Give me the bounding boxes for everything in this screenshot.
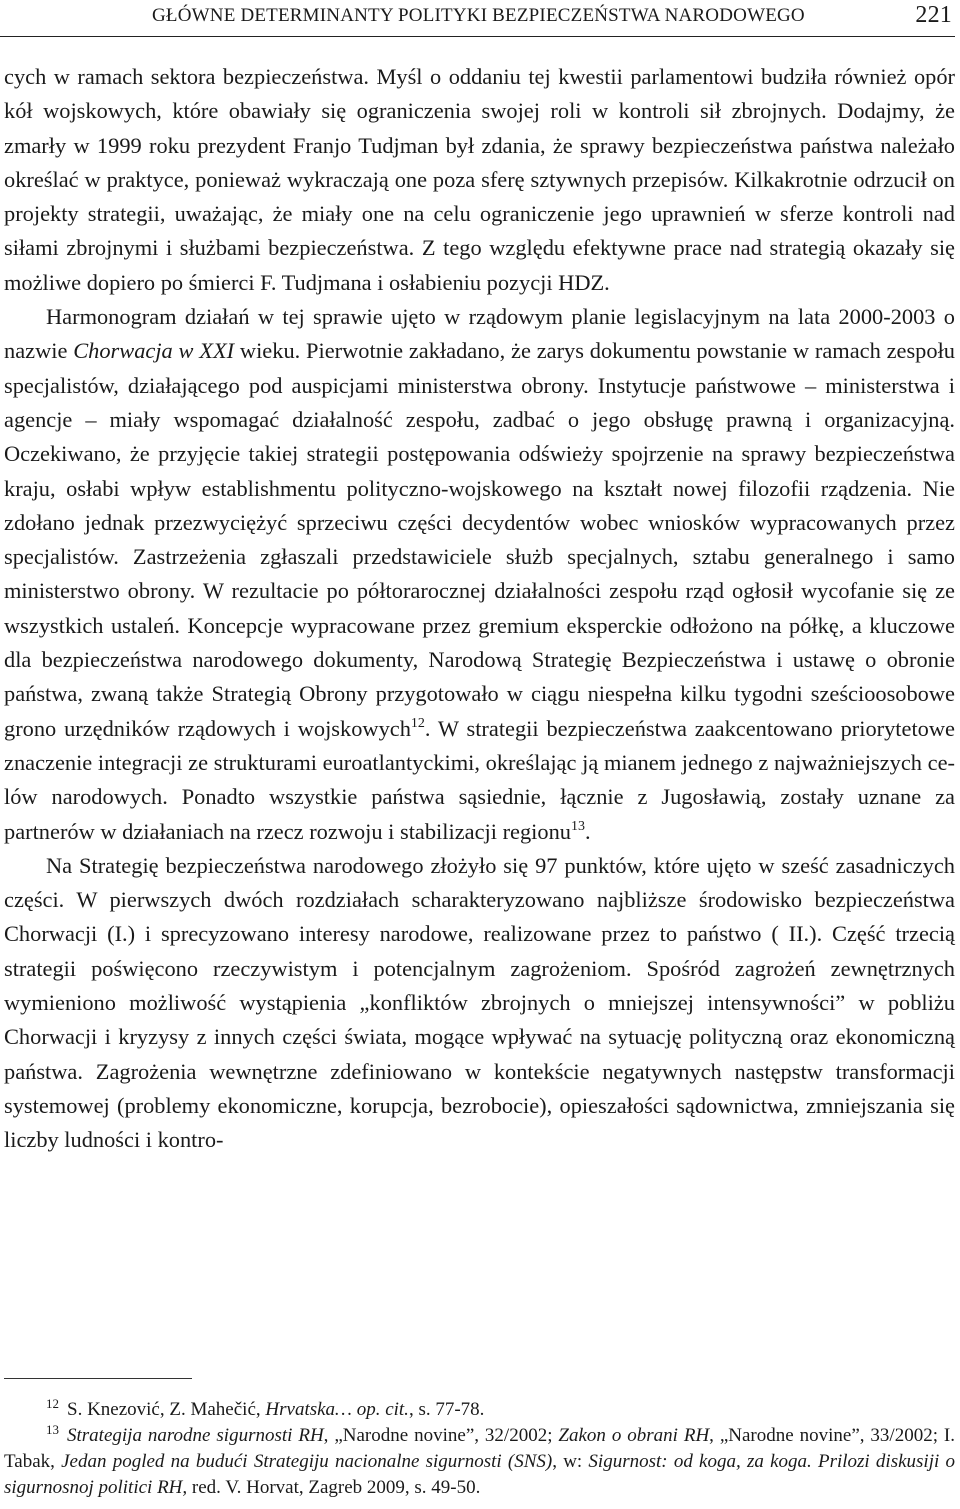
paragraph-2 — [4, 300, 955, 849]
footnote-12 — [4, 1397, 955, 1423]
footnote-ref-13[interactable]: 13 — [570, 818, 585, 834]
footnote-rule — [4, 1378, 192, 1379]
paragraph-2-text-b: wieku. Pierwotnie zakładano, że zarys dokumentu powstanie w ramach zespołu specjalistów, działającego pod auspicjami ministerstwa obrony. Instytucje państwowe – ministerstwa i agencje – miały wspomagać działalność zespołu, zadbać o jego obsługę prawną i organizacyjną. Oczekiwano, że przyjęcie takiej strategii postępowania odświeży spojrzenie na sprawy bezpieczeństwa kraju, osłabi wpływ establishmentu polityczno-wojskowego na kształt nowej filozofii rządzenia. Nie zdołano jednak przezwyciężyć sprzeciwu części decydentów wobec wniosków wypracowanych przez specjalistów. Zastrzeżenia zgłaszali przedstawiciele służb specjalnych, sztabu generalnego i samo ministerstwo obrony. W rezultacie po półtorarocznej działalności zespołu rząd ogłosił wycofanie się ze wszystkich ustaleń. Koncepcje wypracowane przez gremium eksperckie odłożono na półkę, a kluczowe dla bezpieczeństwa narodowego dokumenty, Narodową Strategię Bezpieczeństwa i ustawę o obronie państwa, zwaną także Strategią Obrony przygotowało w ciągu niespełna kilku tygodni sześcioosobowe grono urzędników rządowych i wojskowych — [4, 338, 955, 741]
footnotes — [4, 1397, 955, 1501]
footnote-12-italic: Hrvatska… op. cit. — [265, 1399, 409, 1420]
header-rule — [0, 36, 955, 37]
footnote-13-text-a: , „Narodne novine”, 32/2002; — [323, 1425, 559, 1446]
footnote-number-12: 12 — [46, 1396, 59, 1411]
paragraph-2-text-a: Harmonogram działań w tej sprawie ujęto w rządowym planie legislacyjnym na lata 2000-2003 o nazwie — [4, 304, 955, 364]
footnote-13-italic-a: Strategija narodne sigurnosti RH — [67, 1425, 324, 1446]
footnote-13-italic-b: Zakon o obrani RH — [558, 1425, 710, 1446]
page-number: 221 — [915, 2, 952, 28]
paragraph-2-title-italic: Chorwacja w XXI — [73, 338, 235, 364]
footnote-12-text-a: S. Knezović, Z. Mahečić, — [67, 1399, 266, 1420]
running-title: GŁÓWNE DETERMINANTY POLITYKI BEZPIECZEŃSTWA NARODOWEGO — [152, 5, 805, 26]
paragraph-2-text-c: . W strategii bezpieczeństwa zaakcentowano priorytetowe znaczenie integracji ze strukturami euroatlantyckimi, określając ją mianem jednego z najważniejszych celów narodowych. Ponadto wszystkie państwa sąsiednie, łącznie z Jugosławią, zostały uznane za partnerów w działaniach na rzecz rozwoju i stabilizacji regionu — [4, 715, 955, 844]
running-header — [0, 0, 955, 36]
footnote-number-13: 13 — [46, 1422, 59, 1437]
paragraph-3 — [4, 849, 955, 1158]
paragraph-2-text-d: . — [584, 818, 591, 844]
paragraph-1 — [4, 60, 955, 300]
main-text — [4, 60, 955, 1158]
paragraph-3-text: Na Strategię bezpieczeństwa narodowego złożyło się 97 punktów, które ujęto w sześć zasadniczych części. W pierwszych dwóch rozdziałach scharakteryzowano najbliższe środowisko bezpieczeństwa Chorwacji (I.) i sprecyzowano interesy narodowe, realizowane przez to państwo ( II.). Część trzecią strategii poświęcono rzeczywistym i potencjalnym zagrożeniom. Spośród zagrożeń zewnętrznych wymieniono możliwość wystąpienia „konfliktów zbrojnych o mniejszej intensywności” w pobliżu Chorwacji i kryzysy z innych części świata, mogące wpływać na sytuację polityczną oraz ekonomiczną państwa. Zagrożenia wewnętrzne zdefiniowano w kontekście negatywnych następstw transformacji systemowej (problemy ekonomiczne, korupcja, bezrobocie), opieszałości sądownictwa, zmniejszania się liczby ludności i kontro- — [4, 852, 955, 1153]
footnote-13-italic-d: Sigurnost: od koga, za koga. Prilozi diskusiji o sigurnosnoj politici RH, — [4, 1451, 955, 1498]
footnote-13-text-c: , w: — [552, 1451, 589, 1472]
footnote-ref-12[interactable]: 12 — [410, 715, 425, 731]
footnote-12-text-b: , s. 77-78. — [408, 1399, 485, 1420]
footnote-13-text-b: , „Narodne novine”, 33/2002; I. Tabak, — [4, 1425, 955, 1472]
footnote-13 — [4, 1423, 955, 1501]
footnote-13-text-d: red. V. Horvat, Zagreb 2009, s. 49-50. — [187, 1477, 481, 1498]
footnote-13-italic-c: Jedan pogled na budući Strategiju nacionalne sigurnosti (SNS) — [61, 1451, 553, 1472]
paragraph-1-text: cych w ramach sektora bezpieczeństwa. Myśl o oddaniu tej kwestii parlamentowi budziła również opór kół wojskowych, które obawiały się ograniczenia swojej roli w kontroli sił zbrojnych. Dodajmy, że zmarły w 1999 roku prezydent Franjo Tudjman był zdania, że sprawy bezpieczeństwa państwa należało określać w praktyce, ponieważ wykraczają one poza sferę sztywnych przepisów. Kilkakrotnie odrzucił on projekty strategii, uważając, że miały one na celu ograniczenie jego uprawnień w sferze kontroli nad siłami zbrojnymi i służbami bezpieczeństwa. Z tego względu efektywne prace nad strategią okazały się możliwe dopiero po śmierci F. Tudjmana i osłabieniu pozycji HDZ. — [4, 64, 955, 295]
